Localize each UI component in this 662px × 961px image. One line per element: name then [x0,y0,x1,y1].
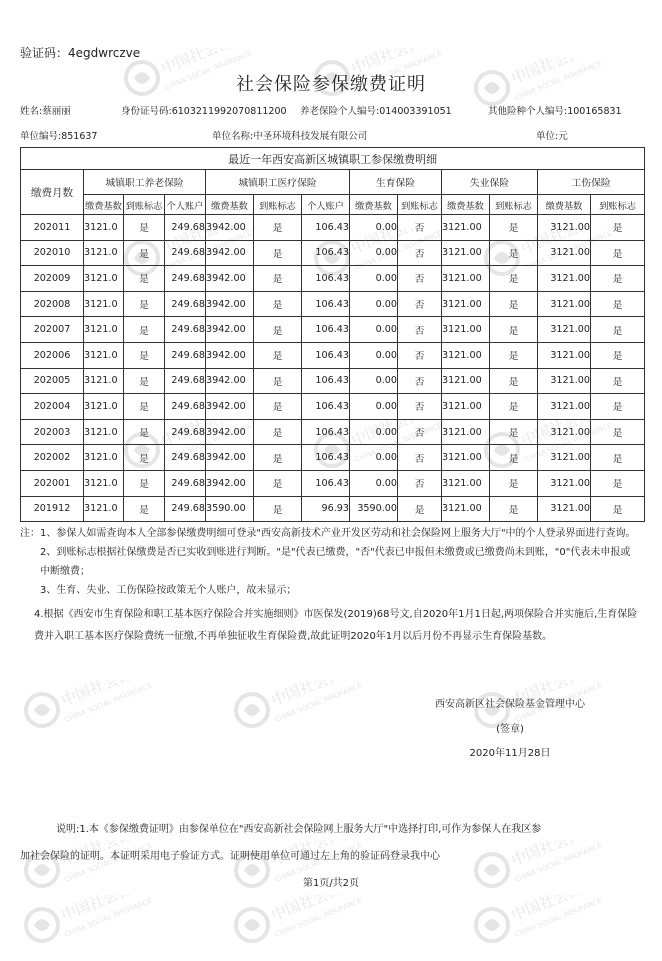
table-cell: 否 [398,419,442,445]
table-cell: 0.00 [350,470,398,496]
table-cell: 106.43 [302,470,350,496]
table-cell: 106.43 [302,317,350,343]
table-cell: 106.43 [302,240,350,266]
table-cell: 3942.00 [206,368,254,394]
table-row [21,342,645,368]
table-cell: 3121.0 [84,266,124,292]
table-cell: 3121.0 [84,445,124,471]
table-cell: 是 [490,445,538,471]
table-cell: 106.43 [302,266,350,292]
table-cell: 0.00 [350,240,398,266]
table-cell: 3942.00 [206,394,254,420]
table-cell: 202004 [21,394,84,420]
table-cell: 是 [591,368,645,394]
table-cell: 是 [591,215,645,241]
table-cell: 是 [254,368,302,394]
issue-date: 2020年11月28日 [469,748,551,759]
table-cell: 249.68 [165,317,206,343]
table-cell: 106.43 [302,394,350,420]
table-cell: 是 [254,317,302,343]
table-row [21,317,645,343]
table-cell: 0.00 [350,342,398,368]
table-cell: 是 [591,317,645,343]
table-row [21,445,645,471]
table-cell: 否 [398,445,442,471]
table-cell: 106.43 [302,342,350,368]
verification-code: 验证码：4egdwrczve [20,46,141,60]
table-cell: 0.00 [350,266,398,292]
month-header: 缴费月数 [21,170,84,215]
table-cell: 3121.00 [442,215,490,241]
table-cell: 是 [591,266,645,292]
table-cell: 249.68 [165,368,206,394]
watermark-logo [230,895,350,957]
table-cell: 否 [398,470,442,496]
watermark-logo [470,895,590,957]
table-cell: 是 [254,419,302,445]
table-cell: 是 [254,240,302,266]
table-cell: 3121.00 [442,496,490,522]
table-cell: 是 [490,240,538,266]
table-cell: 3121.00 [538,266,591,292]
table-cell: 3590.00 [206,496,254,522]
table-cell: 3121.00 [538,470,591,496]
table-cell: 3121.00 [442,394,490,420]
table-cell: 3942.00 [206,342,254,368]
table-cell: 3121.00 [538,419,591,445]
table-cell: 0.00 [350,394,398,420]
table-cell: 是 [254,342,302,368]
table-cell: 202006 [21,342,84,368]
table-cell: 249.68 [165,496,206,522]
table-cell: 是 [124,496,165,522]
note-2: 2、到账标志根据社保缴费是否已实收到账进行判断。"是"代表已缴费，"否"代表已申报但未缴费或已缴费尚未到账，"0"代表未申报或中断缴费； [40,547,631,577]
table-cell: 3121.00 [538,342,591,368]
table-cell: 249.68 [165,394,206,420]
note-1: 注：1、参保人如需查询本人全部参保缴费明细可登录"西安高新技术产业开发区劳动和社会保险网上服务大厅"中的个人登录界面进行查询。 [20,528,636,539]
table-cell: 0.00 [350,445,398,471]
table-cell: 否 [398,342,442,368]
table-cell: 是 [490,342,538,368]
explanation: 说明:1.本《参保缴费证明》由参保单位在"西安高新社会保险网上服务大厅"中选择打印,可作为参保人在我区参加社会保险的证明。本证明采用电子验证方式。证明使用单位可通过左上角的验证码登录我中心 [20,824,542,862]
table-cell: 3121.00 [442,240,490,266]
table-row [21,470,645,496]
table-cell: 是 [254,496,302,522]
id-number: 身份证号码:6103211992070811200 [121,106,287,117]
table-cell: 否 [398,240,442,266]
table-cell: 3121.0 [84,394,124,420]
page-indicator: 第1页/共2页 [302,878,360,889]
table-cell: 是 [124,394,165,420]
table-cell: 202009 [21,266,84,292]
unit-name: 单位名称:中圣环境科技发展有限公司 [212,131,368,142]
subheader-6: 缴费基数 [350,195,398,215]
table-cell: 3121.00 [442,445,490,471]
subheader-5: 个人账户 [302,195,350,215]
stamp: (签章) [496,724,524,735]
table-row [21,266,645,292]
table-cell: 3942.00 [206,317,254,343]
table-cell: 3942.00 [206,215,254,241]
table-cell: 是 [591,240,645,266]
table-cell: 是 [124,317,165,343]
table-cell: 是 [124,419,165,445]
subheader-0: 缴费基数 [84,195,124,215]
table-cell: 否 [398,394,442,420]
table-cell: 0.00 [350,317,398,343]
group-header-injury: 工伤保险 [538,170,645,195]
table-cell: 是 [124,266,165,292]
table-cell: 3121.00 [538,240,591,266]
currency-unit: 单位:元 [536,131,568,142]
table-cell: 是 [591,419,645,445]
table-cell: 3121.0 [84,342,124,368]
table-cell: 3121.00 [442,317,490,343]
table-cell: 3121.00 [538,445,591,471]
group-header-medical: 城镇职工医疗保险 [206,170,350,195]
table-cell: 106.43 [302,291,350,317]
table-row [21,215,645,241]
table-cell: 是 [124,445,165,471]
table-cell: 否 [398,368,442,394]
table-row [21,368,645,394]
table-cell: 3121.00 [538,496,591,522]
table-cell: 3121.00 [538,291,591,317]
table-cell: 3942.00 [206,419,254,445]
table-cell: 202007 [21,317,84,343]
contribution-table [20,147,645,522]
table-cell: 否 [398,317,442,343]
group-header-unemployment: 失业保险 [442,170,538,195]
subheader-10: 缴费基数 [538,195,591,215]
table-cell: 是 [490,317,538,343]
table-cell: 3121.00 [442,342,490,368]
table-cell: 是 [124,368,165,394]
table-cell: 3942.00 [206,445,254,471]
table-cell: 3121.0 [84,470,124,496]
table-cell: 是 [254,291,302,317]
table-cell: 是 [124,291,165,317]
table-cell: 3121.00 [442,419,490,445]
table-cell: 249.68 [165,215,206,241]
table-cell: 3121.00 [442,291,490,317]
table-cell: 是 [591,291,645,317]
table-cell: 202001 [21,470,84,496]
table-cell: 是 [490,215,538,241]
table-cell: 202010 [21,240,84,266]
table-cell: 0.00 [350,368,398,394]
watermark-logo [20,680,140,742]
table-cell: 是 [254,445,302,471]
table-cell: 是 [254,215,302,241]
table-cell: 3121.00 [538,215,591,241]
table-cell: 是 [124,470,165,496]
table-row [21,394,645,420]
subheader-1: 到账标志 [124,195,165,215]
other-insurance-number: 其他险种个人编号:100165831 [488,106,622,117]
group-header-pension: 城镇职工养老保险 [84,170,206,195]
table-row [21,419,645,445]
table-cell: 否 [398,291,442,317]
table-cell: 是 [591,394,645,420]
table-cell: 106.43 [302,445,350,471]
table-cell: 是 [124,342,165,368]
person-name: 姓名:蔡丽丽 [20,106,71,117]
table-cell: 201912 [21,496,84,522]
note-3: 3、生育、失业、工伤保险按政策无个人账户，故未显示； [40,585,297,596]
table-cell: 3121.00 [442,266,490,292]
issuer: 西安高新区社会保险基金管理中心 [435,699,585,710]
table-cell: 249.68 [165,266,206,292]
table-cell: 106.43 [302,368,350,394]
table-cell: 3121.00 [538,394,591,420]
subheader-8: 缴费基数 [442,195,490,215]
subheader-3: 缴费基数 [206,195,254,215]
table-cell: 是 [254,266,302,292]
table-cell: 是 [591,342,645,368]
table-cell: 202002 [21,445,84,471]
table-cell: 是 [124,215,165,241]
table-cell: 249.68 [165,445,206,471]
table-cell: 106.43 [302,215,350,241]
table-cell: 是 [398,496,442,522]
table-cell: 是 [490,394,538,420]
table-cell: 0.00 [350,291,398,317]
table-cell: 是 [490,266,538,292]
table-cell: 3121.0 [84,368,124,394]
table-cell: 是 [254,470,302,496]
table-cell: 106.43 [302,419,350,445]
table-cell: 否 [398,215,442,241]
pension-number: 养老保险个人编号:014003391051 [300,106,452,117]
table-cell: 是 [591,496,645,522]
table-cell: 3942.00 [206,240,254,266]
unit-number: 单位编号:851637 [20,131,98,142]
table-cell: 是 [490,291,538,317]
table-cell: 249.68 [165,470,206,496]
table-cell: 249.68 [165,291,206,317]
table-cell: 3121.00 [442,470,490,496]
table-cell: 3942.00 [206,470,254,496]
table-cell: 202003 [21,419,84,445]
table-cell: 否 [398,266,442,292]
table-cell: 249.68 [165,342,206,368]
table-cell: 202011 [21,215,84,241]
table-cell: 是 [490,419,538,445]
notes-section [20,524,640,648]
table-cell: 3121.00 [538,317,591,343]
watermark-logo [230,680,350,742]
table-cell: 0.00 [350,419,398,445]
table-cell: 3590.00 [350,496,398,522]
table-cell: 3121.0 [84,496,124,522]
table-row [21,291,645,317]
table-cell: 3121.0 [84,215,124,241]
table-cell: 3121.0 [84,291,124,317]
table-cell: 249.68 [165,419,206,445]
subheader-11: 到账标志 [591,195,645,215]
table-cell: 3121.00 [538,368,591,394]
table-cell: 3121.0 [84,317,124,343]
table-cell: 0.00 [350,215,398,241]
watermark-logo [20,895,140,957]
table-cell: 3121.00 [442,368,490,394]
table-cell: 是 [254,394,302,420]
table-cell: 3121.0 [84,240,124,266]
group-header-maternity: 生育保险 [350,170,442,195]
table-cell: 3942.00 [206,291,254,317]
table-cell: 是 [591,445,645,471]
table-cell: 是 [124,240,165,266]
table-caption: 最近一年西安高新区城镇职工参保缴费明细 [21,148,645,170]
subheader-2: 个人账户 [165,195,206,215]
table-cell: 249.68 [165,240,206,266]
subheader-7: 到账标志 [398,195,442,215]
table-row [21,240,645,266]
table-cell: 3121.0 [84,419,124,445]
table-cell: 202005 [21,368,84,394]
table-cell: 202008 [21,291,84,317]
subheader-4: 到账标志 [254,195,302,215]
table-cell: 是 [490,470,538,496]
note-4: 4.根据《西安市生育保险和职工基本医疗保险合并实施细则》市医保发(2019)68号文,自2020年1月1日起,两项保险合并实施后,生育保险费并入职工基本医疗保险费统一征缴,不再单独征收生育保险费,故此证明2020年1月以后月份不再显示生育保险基数。 [34,609,638,642]
table-row [21,496,645,522]
table-cell: 96.93 [302,496,350,522]
table-cell: 3942.00 [206,266,254,292]
table-cell: 是 [490,368,538,394]
table-cell: 是 [490,496,538,522]
subheader-9: 到账标志 [490,195,538,215]
page-title: 社会保险参保缴费证明 [236,74,426,95]
table-cell: 是 [591,470,645,496]
